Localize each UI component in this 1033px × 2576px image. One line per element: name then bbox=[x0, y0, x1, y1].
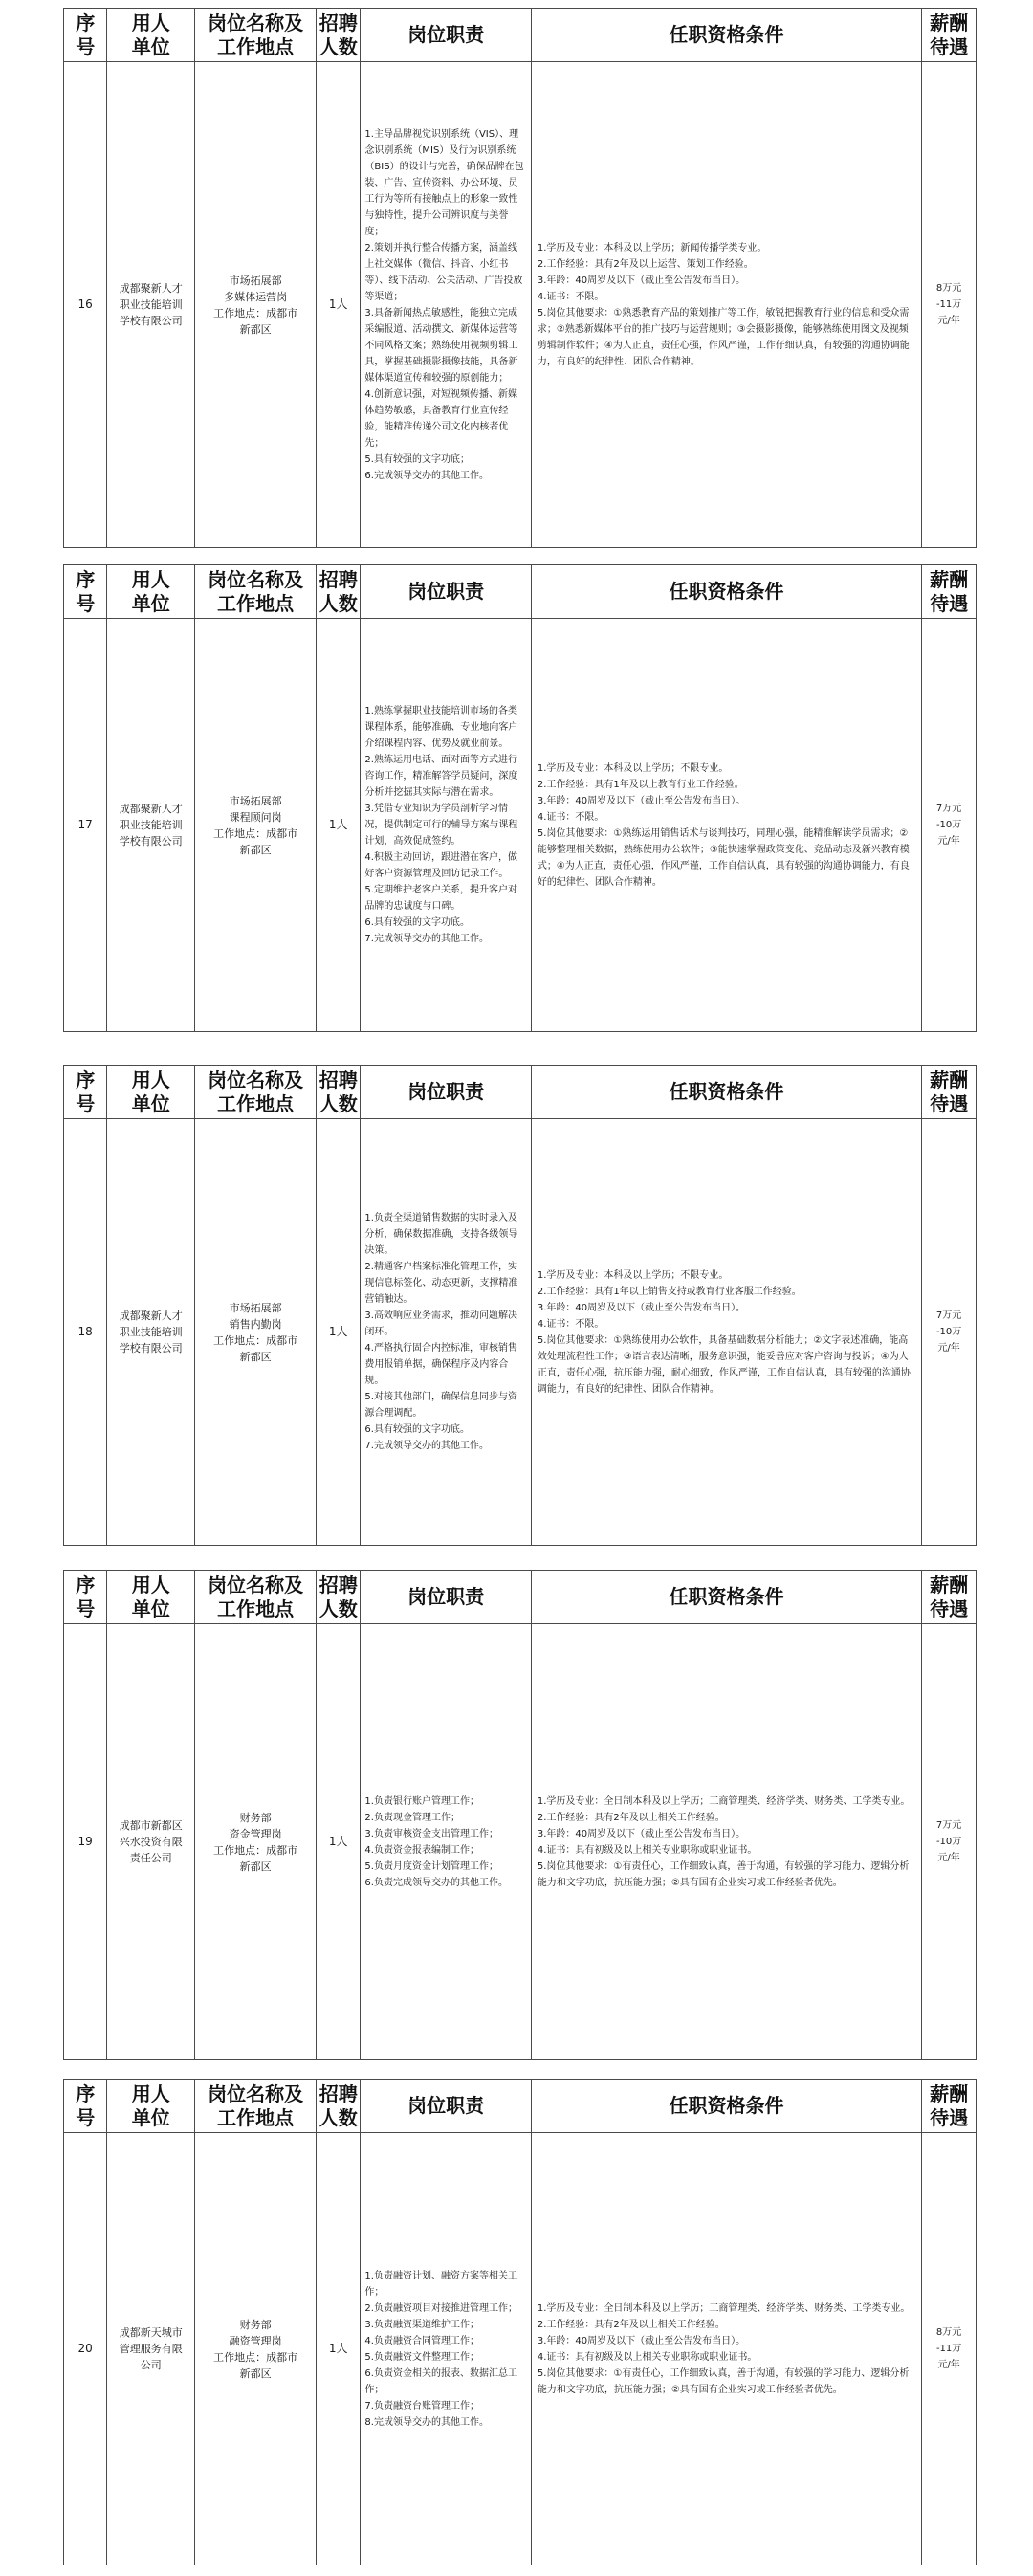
header-text: 招聘 bbox=[319, 2081, 358, 2105]
org-line: 学校有限公司 bbox=[119, 835, 183, 848]
row-org bbox=[107, 1119, 195, 1546]
header-seq bbox=[64, 9, 107, 62]
salary-line: 8万元 bbox=[935, 2327, 962, 2338]
row-seq: 18 bbox=[64, 1119, 107, 1546]
header-duty: 岗位职责 bbox=[361, 565, 531, 619]
header-text: 序 bbox=[76, 2081, 96, 2105]
salary-line: -11万 bbox=[935, 2344, 962, 2354]
org-line: 公司 bbox=[140, 2359, 162, 2371]
header-text: 待遇 bbox=[930, 1596, 969, 1620]
org-line: 兴水投资有限 bbox=[119, 1836, 183, 1848]
requirement-item: 1.学历及专业：本科及以上学历；新闻传播学类专业。 bbox=[537, 242, 767, 253]
org-line: 职业技能培训 bbox=[119, 1326, 183, 1338]
duty-item: 5.具有较强的文字功底； bbox=[364, 453, 470, 465]
header-duty: 岗位职责 bbox=[361, 9, 531, 62]
header-seq bbox=[64, 1571, 107, 1624]
org-line: 管理服务有限 bbox=[119, 2343, 183, 2355]
duty-item: 2.策划并执行整合传播方案，涵盖线上社交媒体（微信、抖音、小红书等）、线下活动、公关活动、广告投放等渠道； bbox=[364, 242, 523, 302]
requirement-item: 2.工作经验：具有1年及以上教育行业工作经验。 bbox=[537, 779, 744, 790]
job-table bbox=[63, 8, 977, 548]
header-text: 待遇 bbox=[930, 591, 969, 615]
row-requirements bbox=[531, 62, 921, 548]
header-org bbox=[107, 9, 195, 62]
position-line: 资金管理岗 bbox=[229, 1827, 282, 1840]
header-salary bbox=[922, 565, 977, 619]
table-header-row bbox=[64, 1066, 977, 1119]
header-text: 用人 bbox=[131, 1068, 170, 1091]
org-line: 成都聚新人才 bbox=[119, 803, 183, 815]
header-text: 薪酬 bbox=[930, 1573, 969, 1596]
position-line: 市场拓展部 bbox=[229, 1301, 282, 1314]
header-requirements: 任职资格条件 bbox=[531, 9, 921, 62]
salary-line: 元/年 bbox=[937, 836, 960, 847]
header-seq bbox=[64, 565, 107, 619]
job-table bbox=[63, 1570, 977, 2060]
requirement-item: 4.证书：不限。 bbox=[537, 291, 604, 302]
duty-item: 3.具备新闻热点敏感性，能独立完成采编报道、活动撰文、新媒体运营等不同风格文案；熟练使用视频剪辑工具，掌握基础摄影摄像技能，具备新媒体渠道宣传和较强的原创能力； bbox=[364, 307, 518, 384]
position-line: 工作地点：成都市 bbox=[213, 306, 298, 319]
salary-line: 8万元 bbox=[935, 283, 962, 294]
row-seq: 16 bbox=[64, 62, 107, 548]
requirement-item: 4.证书：具有初级及以上相关专业职称或职业证书。 bbox=[537, 1844, 758, 1856]
header-duty: 岗位职责 bbox=[361, 1571, 531, 1624]
position-line: 新都区 bbox=[239, 1860, 272, 1873]
header-seq bbox=[64, 1066, 107, 1119]
header-text: 岗位名称及 bbox=[208, 1068, 304, 1091]
org-line: 成都聚新人才 bbox=[119, 282, 183, 295]
org-line: 职业技能培训 bbox=[119, 298, 183, 311]
table-row bbox=[64, 62, 977, 548]
header-text: 岗位名称及 bbox=[208, 11, 304, 34]
row-org bbox=[107, 62, 195, 548]
table-row bbox=[64, 619, 977, 1032]
job-table bbox=[63, 1065, 977, 1546]
header-text: 序 bbox=[76, 11, 96, 34]
header-count bbox=[317, 9, 361, 62]
header-text: 工作地点 bbox=[217, 591, 295, 615]
header-text: 号 bbox=[76, 34, 96, 58]
position-line: 工作地点：成都市 bbox=[213, 2350, 298, 2364]
header-text: 序 bbox=[76, 1068, 96, 1091]
row-requirements bbox=[531, 1624, 921, 2060]
duty-item: 2.负责现金管理工作； bbox=[364, 1812, 460, 1823]
row-duties bbox=[361, 1624, 531, 2060]
requirement-item: 3.年龄：40周岁及以下（截止至公告发布当日）。 bbox=[537, 1302, 746, 1313]
requirement-item: 4.证书：不限。 bbox=[537, 811, 604, 823]
header-text: 薪酬 bbox=[930, 11, 969, 34]
header-text: 人数 bbox=[319, 591, 358, 615]
duty-item: 7.完成领导交办的其他工作。 bbox=[364, 934, 489, 944]
row-requirements bbox=[531, 2133, 921, 2565]
job-table bbox=[63, 564, 977, 1032]
header-text: 待遇 bbox=[930, 1091, 969, 1115]
org-line: 成都聚新人才 bbox=[119, 1310, 183, 1322]
header-text: 单位 bbox=[131, 2105, 170, 2129]
org-line: 成都市新都区 bbox=[119, 1819, 183, 1832]
position-line: 新都区 bbox=[239, 2367, 272, 2380]
header-text: 人数 bbox=[319, 1091, 358, 1115]
header-salary bbox=[922, 1066, 977, 1119]
header-text: 人数 bbox=[319, 1596, 358, 1620]
row-seq: 17 bbox=[64, 619, 107, 1032]
header-text: 岗位名称及 bbox=[208, 1573, 304, 1596]
job-table bbox=[63, 2079, 977, 2565]
duty-item: 3.负责融资渠道维护工作； bbox=[364, 2319, 479, 2330]
header-text: 人数 bbox=[319, 34, 358, 58]
requirement-item: 5.岗位其他要求：①有责任心，工作细致认真，善于沟通，有较强的学习能力、逻辑分析能力和文字功底，抗压能力强；②具有国有企业实习或工作经验者优先。 bbox=[537, 2367, 910, 2395]
requirement-item: 4.证书：不限。 bbox=[537, 1318, 604, 1330]
salary-line: 7万元 bbox=[935, 804, 962, 814]
duty-item: 1.负责银行账户管理工作； bbox=[364, 1795, 479, 1807]
duty-item: 1.熟练掌握职业技能培训市场的各类课程体系，能够准确、专业地向客户介绍课程内容、优势及就业前景。 bbox=[364, 706, 518, 749]
salary-line: 元/年 bbox=[937, 2360, 960, 2370]
duty-item: 2.熟练运用电话、面对面等方式进行咨询工作，精准解答学员疑问，深度分析并挖掘其实际与潜在需求。 bbox=[364, 755, 518, 798]
header-requirements: 任职资格条件 bbox=[531, 2080, 921, 2133]
duty-item: 2.精通客户档案标准化管理工作，实现信息标签化、动态更新，支撑精准营销触达。 bbox=[364, 1262, 518, 1305]
row-count: 1人 bbox=[317, 2133, 361, 2565]
row-requirements bbox=[531, 619, 921, 1032]
row-duties bbox=[361, 62, 531, 548]
header-count bbox=[317, 1571, 361, 1624]
requirement-item: 3.年龄：40周岁及以下（截止至公告发布当日）。 bbox=[537, 1828, 746, 1839]
header-org bbox=[107, 2080, 195, 2133]
requirement-item: 5.岗位其他要求：①熟练运用销售话术与谈判技巧，同理心强，能精准解读学员需求；②能够整理相关数据，熟练使用办公软件；③能快速掌握政策变化、竞品动态及新兴教育模式；④为人正直，责任心强，作风严谨，工作自信认真，具有较强的沟通协调能力，有良好的纪律性、团队合作精神。 bbox=[537, 827, 910, 888]
salary-line: 7万元 bbox=[935, 1820, 962, 1831]
header-text: 单位 bbox=[131, 591, 170, 615]
header-text: 招聘 bbox=[319, 567, 358, 591]
header-text: 用人 bbox=[131, 2081, 170, 2105]
header-text: 用人 bbox=[131, 11, 170, 34]
duty-item: 7.完成领导交办的其他工作。 bbox=[364, 1441, 489, 1451]
header-salary bbox=[922, 9, 977, 62]
position-line: 市场拓展部 bbox=[229, 794, 282, 807]
position-line: 多媒体运营岗 bbox=[224, 290, 288, 303]
position-line: 市场拓展部 bbox=[229, 274, 282, 287]
salary-line: 元/年 bbox=[937, 1853, 960, 1863]
header-text: 薪酬 bbox=[930, 567, 969, 591]
header-position bbox=[195, 9, 317, 62]
duty-item: 7.负责融资台账管理工作； bbox=[364, 2400, 479, 2411]
table-header-row bbox=[64, 1571, 977, 1624]
salary-line: -10万 bbox=[935, 1837, 962, 1847]
duty-item: 3.负责审核资金支出管理工作； bbox=[364, 1828, 498, 1839]
row-seq: 19 bbox=[64, 1624, 107, 2060]
row-salary bbox=[922, 1119, 977, 1546]
requirement-item: 5.岗位其他要求：①熟练使用办公软件，具备基础数据分析能力；②文字表述准确，能高效处理流程性工作；③语言表达清晰，服务意识强，能妥善应对客户咨询与投诉；④为人正直，责任心强，抗压能力强，耐心细致，作风严谨，工作自信认真，具有较强的沟通协调能力，有良好的纪律性、团队合作精神。 bbox=[537, 1334, 911, 1395]
salary-line: 元/年 bbox=[937, 1343, 960, 1354]
salary-line: -11万 bbox=[935, 299, 962, 310]
duty-item: 4.积极主动回访，跟进潜在客户，做好客户资源管理及回访记录工作。 bbox=[364, 852, 517, 879]
position-line: 课程顾问岗 bbox=[229, 810, 282, 824]
header-count bbox=[317, 565, 361, 619]
row-org bbox=[107, 2133, 195, 2565]
row-count: 1人 bbox=[317, 1624, 361, 2060]
header-position bbox=[195, 565, 317, 619]
position-line: 工作地点：成都市 bbox=[213, 1843, 298, 1857]
requirement-item: 2.工作经验：具有1年以上销售支持或教育行业客服工作经验。 bbox=[537, 1286, 802, 1297]
header-position bbox=[195, 2080, 317, 2133]
header-requirements: 任职资格条件 bbox=[531, 565, 921, 619]
header-text: 单位 bbox=[131, 34, 170, 58]
header-text: 招聘 bbox=[319, 11, 358, 34]
duty-item: 5.负责月度资金计划管理工作； bbox=[364, 1860, 498, 1872]
row-count: 1人 bbox=[317, 62, 361, 548]
header-text: 序 bbox=[76, 567, 96, 591]
header-text: 号 bbox=[76, 1091, 96, 1115]
header-text: 工作地点 bbox=[217, 1091, 295, 1115]
position-line: 财务部 bbox=[239, 1811, 272, 1824]
duty-item: 4.负责融资合同管理工作； bbox=[364, 2335, 479, 2346]
header-text: 岗位名称及 bbox=[208, 2081, 304, 2105]
position-line: 财务部 bbox=[239, 2318, 272, 2331]
table-row bbox=[64, 2133, 977, 2565]
duty-item: 1.负责全渠道销售数据的实时录入及分析，确保数据准确，支持各级领导决策。 bbox=[364, 1213, 518, 1256]
header-text: 号 bbox=[76, 1596, 96, 1620]
table-row bbox=[64, 1119, 977, 1546]
header-text: 薪酬 bbox=[930, 1068, 969, 1091]
header-text: 序 bbox=[76, 1573, 96, 1596]
row-position bbox=[195, 1119, 317, 1546]
duty-item: 3.凭借专业知识为学员剖析学习情况，提供制定可行的辅导方案与课程计划，高效促成签约。 bbox=[364, 804, 518, 847]
row-org bbox=[107, 1624, 195, 2060]
salary-line: -10万 bbox=[935, 820, 962, 830]
header-text: 工作地点 bbox=[217, 2105, 295, 2129]
row-salary bbox=[922, 619, 977, 1032]
position-line: 新都区 bbox=[239, 1350, 272, 1363]
header-text: 招聘 bbox=[319, 1573, 358, 1596]
header-text: 岗位名称及 bbox=[208, 567, 304, 591]
requirement-item: 3.年龄：40周岁及以下（截止至公告发布当日）。 bbox=[537, 2335, 746, 2346]
duty-item: 6.具有较强的文字功底。 bbox=[364, 1424, 470, 1435]
row-requirements bbox=[531, 1119, 921, 1546]
salary-line: 元/年 bbox=[937, 316, 960, 326]
table-header-row bbox=[64, 565, 977, 619]
requirement-item: 5.岗位其他要求：①熟悉教育产品的策划推广等工作，敏锐把握教育行业的信息和受众需求；②熟悉新媒体平台的推广技巧与运营规则；③会摄影摄像，能够熟练使用图文及视频剪辑制作软件；④为人正直，责任心强，作风严谨，工作仔细认真，有较强的沟通协调能力，有良好的纪律性、团队合作精神。 bbox=[537, 307, 910, 367]
header-salary bbox=[922, 1571, 977, 1624]
header-text: 工作地点 bbox=[217, 34, 295, 58]
header-seq bbox=[64, 2080, 107, 2133]
requirement-item: 5.岗位其他要求：①有责任心，工作细致认真，善于沟通，有较强的学习能力、逻辑分析能力和文字功底，抗压能力强；②具有国有企业实习或工作经验者优先。 bbox=[537, 1860, 910, 1888]
requirement-item: 4.证书：具有初级及以上相关专业职称或职业证书。 bbox=[537, 2351, 758, 2363]
position-line: 工作地点：成都市 bbox=[213, 826, 298, 840]
duty-item: 1.主导品牌视觉识别系统（VIS）、理念识别系统（MIS）及行为识别系统（BIS）的设计与完善，确保品牌在包装、广告、宣传资料、办公环境、员工行为等所有接触点上的形象一致性与独特性，提升公司辨识度与美誉度； bbox=[364, 128, 524, 237]
row-duties bbox=[361, 1119, 531, 1546]
duty-item: 6.负责完成领导交办的其他工作。 bbox=[364, 1877, 508, 1888]
row-salary bbox=[922, 62, 977, 548]
header-text: 号 bbox=[76, 2105, 96, 2129]
duty-item: 4.创新意识强，对短视频传播、新媒体趋势敏感，具备教育行业宣传经验，能精准传递公司文化内核者优先； bbox=[364, 388, 517, 449]
org-line: 学校有限公司 bbox=[119, 1342, 183, 1354]
duty-item: 3.高效响应业务需求，推动问题解决闭环。 bbox=[364, 1310, 517, 1337]
table-header-row bbox=[64, 9, 977, 62]
row-duties bbox=[361, 619, 531, 1032]
table-row bbox=[64, 1624, 977, 2060]
header-org bbox=[107, 1571, 195, 1624]
duty-item: 6.负责资金相关的报表、数据汇总工作； bbox=[364, 2367, 517, 2395]
header-text: 招聘 bbox=[319, 1068, 358, 1091]
position-line: 新都区 bbox=[239, 322, 272, 336]
header-text: 薪酬 bbox=[930, 2081, 969, 2105]
header-org bbox=[107, 1066, 195, 1119]
salary-line: -10万 bbox=[935, 1327, 962, 1337]
duty-item: 8.完成领导交办的其他工作。 bbox=[364, 2416, 489, 2428]
header-duty: 岗位职责 bbox=[361, 1066, 531, 1119]
position-line: 工作地点：成都市 bbox=[213, 1333, 298, 1347]
header-text: 用人 bbox=[131, 567, 170, 591]
position-line: 融资管理岗 bbox=[229, 2334, 282, 2347]
header-text: 待遇 bbox=[930, 34, 969, 58]
salary-line: 7万元 bbox=[935, 1310, 962, 1321]
header-count bbox=[317, 2080, 361, 2133]
requirement-item: 2.工作经验：具有2年及以上运营、策划工作经验。 bbox=[537, 258, 754, 270]
row-salary bbox=[922, 1624, 977, 2060]
header-text: 单位 bbox=[131, 1596, 170, 1620]
row-count: 1人 bbox=[317, 619, 361, 1032]
org-line: 责任公司 bbox=[129, 1852, 172, 1864]
requirement-item: 2.工作经验：具有2年及以上相关工作经验。 bbox=[537, 1812, 725, 1823]
header-text: 号 bbox=[76, 591, 96, 615]
duty-item: 1.负责融资计划、融资方案等相关工作； bbox=[364, 2270, 517, 2298]
requirement-item: 1.学历及专业：全日制本科及以上学历；工商管理类、经济学类、财务类、工学类专业。 bbox=[537, 2302, 911, 2314]
duty-item: 4.严格执行固合内控标准，审核销售费用报销单据，确保程序及内容合规。 bbox=[364, 1343, 517, 1386]
header-duty: 岗位职责 bbox=[361, 2080, 531, 2133]
org-line: 学校有限公司 bbox=[119, 315, 183, 327]
duty-item: 5.负责融资文件整理工作； bbox=[364, 2351, 479, 2363]
row-position bbox=[195, 2133, 317, 2565]
row-duties bbox=[361, 2133, 531, 2565]
row-count: 1人 bbox=[317, 1119, 361, 1546]
header-text: 用人 bbox=[131, 1573, 170, 1596]
row-seq: 20 bbox=[64, 2133, 107, 2565]
duty-item: 5.对接其他部门，确保信息同步与资源合理调配。 bbox=[364, 1392, 517, 1419]
header-text: 工作地点 bbox=[217, 1596, 295, 1620]
requirement-item: 2.工作经验：具有2年及以上相关工作经验。 bbox=[537, 2319, 725, 2330]
row-org bbox=[107, 619, 195, 1032]
row-position bbox=[195, 1624, 317, 2060]
requirement-item: 1.学历及专业：本科及以上学历；不限专业。 bbox=[537, 762, 729, 774]
header-requirements: 任职资格条件 bbox=[531, 1066, 921, 1119]
header-text: 待遇 bbox=[930, 2105, 969, 2129]
org-line: 职业技能培训 bbox=[119, 819, 183, 831]
requirement-item: 3.年龄：40周岁及以下（截止至公告发布当日）。 bbox=[537, 795, 746, 806]
duty-item: 2.负责融资项目对接推进管理工作； bbox=[364, 2302, 517, 2314]
org-line: 成都新天城市 bbox=[119, 2326, 183, 2339]
table-header-row bbox=[64, 2080, 977, 2133]
row-position bbox=[195, 619, 317, 1032]
header-position bbox=[195, 1066, 317, 1119]
requirement-item: 1.学历及专业：全日制本科及以上学历；工商管理类、经济学类、财务类、工学类专业。 bbox=[537, 1795, 911, 1807]
position-line: 销售内勤岗 bbox=[229, 1317, 282, 1331]
header-text: 人数 bbox=[319, 2105, 358, 2129]
duty-item: 4.负责资金报表编制工作； bbox=[364, 1844, 479, 1856]
duty-item: 6.具有较强的文字功底。 bbox=[364, 917, 470, 928]
header-text: 单位 bbox=[131, 1091, 170, 1115]
position-line: 新都区 bbox=[239, 843, 272, 856]
row-position bbox=[195, 62, 317, 548]
header-count bbox=[317, 1066, 361, 1119]
duty-item: 6.完成领导交办的其他工作。 bbox=[364, 470, 489, 481]
header-salary bbox=[922, 2080, 977, 2133]
header-org bbox=[107, 565, 195, 619]
header-requirements: 任职资格条件 bbox=[531, 1571, 921, 1624]
row-salary bbox=[922, 2133, 977, 2565]
duty-item: 5.定期维护老客户关系，提升客户对品牌的忠诚度与口碑。 bbox=[364, 885, 517, 912]
requirement-item: 1.学历及专业：本科及以上学历；不限专业。 bbox=[537, 1269, 729, 1281]
header-position bbox=[195, 1571, 317, 1624]
requirement-item: 3.年龄：40周岁及以下（截止至公告发布当日）。 bbox=[537, 275, 746, 286]
